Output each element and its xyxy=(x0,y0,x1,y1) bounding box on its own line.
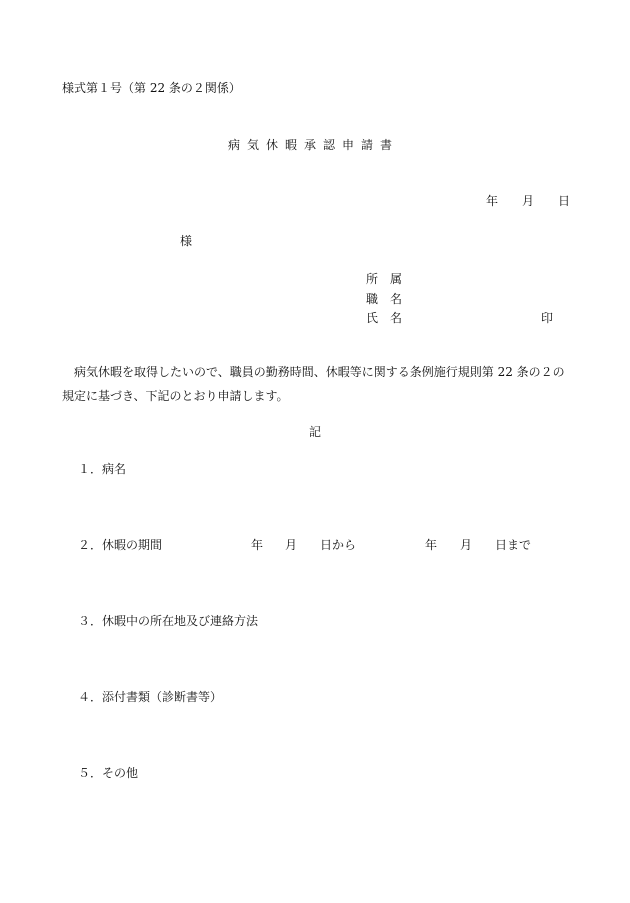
period-to-day: 日まで xyxy=(495,538,532,552)
item-disease-name: １．病名 xyxy=(78,462,127,476)
period-to-year: 年 xyxy=(425,538,438,552)
ki-heading: 記 xyxy=(309,425,322,439)
seal-mark: 印 xyxy=(541,311,554,325)
position-label: 職 名 xyxy=(366,292,403,306)
body-paragraph xyxy=(62,360,565,408)
form-number: 様式第１号（第 22 条の２関係） xyxy=(62,81,241,95)
body-line-2: 規定に基づき、下記のとおり申請します。 xyxy=(62,389,289,403)
period-from-day: 日から xyxy=(320,538,357,552)
date-day-label: 日 xyxy=(558,194,571,208)
period-to-month: 月 xyxy=(460,538,473,552)
item-leave-period-label: ２．休暇の期間 xyxy=(78,538,163,552)
body-line-1: 病気休暇を取得したいので、職員の勤務時間、休暇等に関する条例施行規則第 22 条の２の xyxy=(74,365,565,379)
item-attachments: ４．添付書類（診断書等） xyxy=(78,690,223,704)
date-year-label: 年 xyxy=(486,194,499,208)
period-from-month: 月 xyxy=(285,538,298,552)
item-other: ５．その他 xyxy=(78,766,139,780)
document-title: 病気休暇承認申請書 xyxy=(228,138,400,152)
item-location-contact: ３．休暇中の所在地及び連絡方法 xyxy=(78,614,259,628)
date-line xyxy=(486,193,570,209)
name-label: 氏 名 xyxy=(366,311,403,325)
addressee-suffix: 様 xyxy=(180,234,193,248)
affiliation-label: 所 属 xyxy=(366,272,403,286)
period-from-year: 年 xyxy=(251,538,264,552)
date-month-label: 月 xyxy=(522,194,535,208)
